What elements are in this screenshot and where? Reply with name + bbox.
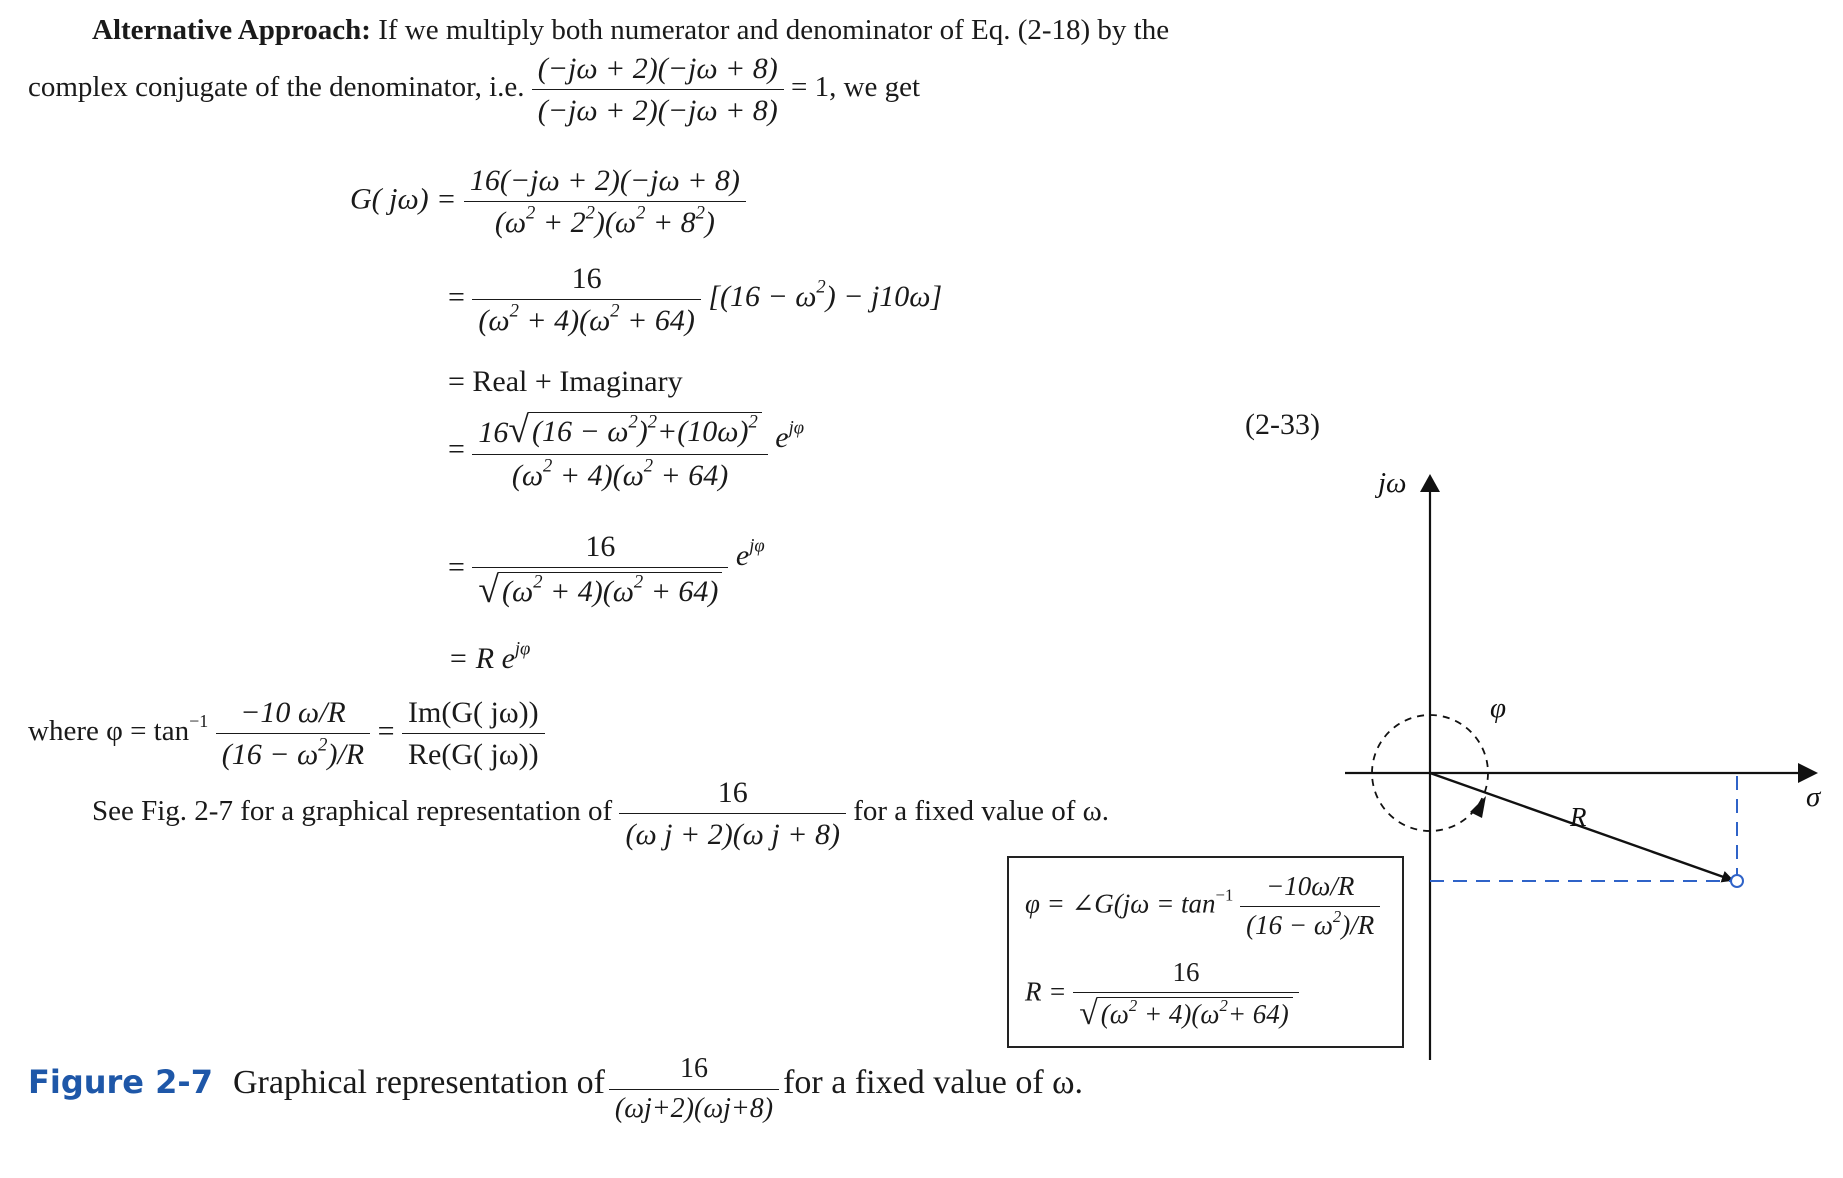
caption-suffix: for a fixed value of ω.: [783, 1063, 1084, 1101]
lead-heading: Alternative Approach:: [92, 14, 371, 46]
equation-1-denominator: $(\omega^2 + 2^2)(\omega^2 + 8^2)$: [494, 202, 715, 239]
conjugate-numerator: (−jω + 2)(−jω + 8): [537, 52, 778, 85]
equation-2-numerator: 16: [571, 262, 602, 295]
angle-arrow-icon: [1470, 796, 1486, 818]
equation-5-equals: =: [448, 550, 465, 584]
imaginary-axis-label: jω: [1378, 467, 1407, 499]
where-equals: =: [377, 714, 395, 748]
equation-number: (2-33): [1245, 408, 1320, 441]
equation-5-denominator: √ $(\omega^2 + 4)(\omega^2 + 64)$: [472, 572, 728, 610]
box-phi-fraction: $\frac{-10\omega/R}{(16 - \omega^2)/R}$: [1240, 872, 1380, 940]
intro-line-2-suffix: = 1, we get: [791, 71, 921, 104]
angle-label: φ: [1490, 692, 1507, 724]
figure-label: Figure 2-7: [28, 1062, 213, 1101]
phasor-tip-marker: [1731, 875, 1743, 887]
where-fraction-1: $\frac{-10 \omega/R}{(16 - \omega^2)/R}$: [216, 696, 370, 771]
equation-6: = R $e^{j\varphi}$: [448, 638, 531, 675]
caption-fraction: $\frac{16}{(\omega j+2)(\omega j+8)}$: [609, 1054, 779, 1125]
caption-text: Graphical representation of: [232, 1063, 605, 1101]
real-axis-arrow-icon: [1798, 763, 1818, 783]
equation-5-exponential: $e^{j\varphi}$: [735, 535, 765, 572]
equation-4-numerator: 16 √ $(16 - \omega^2)^2+(10\omega)^2$: [472, 412, 767, 450]
conjugate-denominator: (−jω + 2)(−jω + 8): [537, 94, 778, 127]
box-r-fraction: 16 √ $(\omega^2 + 4)(\omega^2+ 64)$: [1073, 958, 1299, 1030]
box-r-formula: R = 16 √ $(\omega^2 + 4)(\omega^2+ 64)$: [1025, 958, 1299, 1030]
equation-1-numerator: 16(−jω + 2)(−jω + 8): [469, 164, 740, 197]
box-phi-formula: φ = ∠G(jω = $\tan^{-1}$ $\frac{-10\omega/R}{(16 - \omega^2)/R}$: [1025, 872, 1380, 940]
equation-lhs: G( jω) =: [350, 182, 457, 216]
imaginary-axis-arrow-icon: [1420, 474, 1440, 492]
where-fraction-2: $\frac{Im(G( j\omega))}{Re(G( j\omega))}$: [402, 696, 545, 771]
equation-4-denominator: $(\omega^2 + 4)(\omega^2 + 64)$: [511, 455, 729, 492]
equation-5-numerator: 16: [585, 530, 616, 563]
figure-caption: [28, 1054, 1083, 1125]
equation-2-equals: =: [448, 280, 465, 314]
intro-line-1-text: If we multiply both numerator and denominator of Eq. (2-18) by the: [378, 14, 1170, 46]
where-prefix: where $\varphi = \tan^{-1}$: [28, 711, 209, 748]
magnitude-label: R: [1570, 802, 1587, 832]
equation-3: = Real + Imaginary: [448, 365, 683, 398]
equation-4-exponential: $e^{j\varphi}$: [775, 417, 805, 454]
equation-2-denominator: $(\omega^2 + 4)(\omega^2 + 64)$: [478, 300, 695, 337]
real-axis-label: σ: [1806, 781, 1821, 813]
see-prefix: See Fig. 2-7 for a graphical representation of: [92, 795, 613, 828]
equation-4-equals: =: [448, 432, 465, 466]
intro-line-2-text: complex conjugate of the denominator, i.e.: [28, 71, 525, 104]
see-fraction: $\frac{16}{\text{(ω j + 2)(ω j + 8)}}$: [619, 776, 845, 851]
equation-2-bracket: $[(16 - \omega^2) - j10\omega]$: [708, 277, 943, 314]
see-suffix: for a fixed value of ω.: [853, 795, 1110, 828]
